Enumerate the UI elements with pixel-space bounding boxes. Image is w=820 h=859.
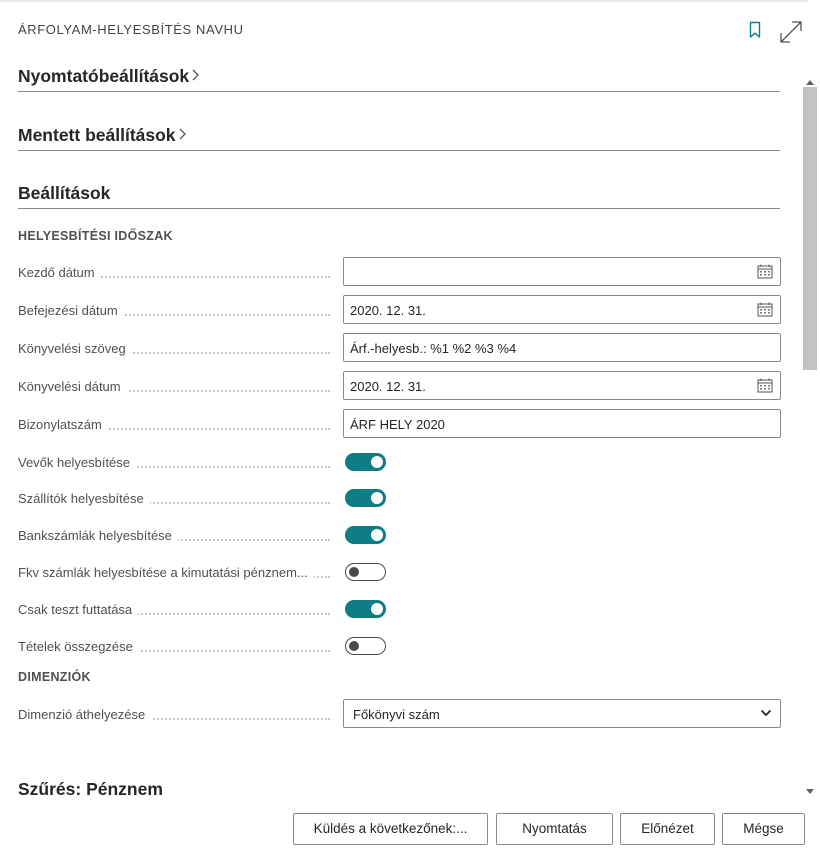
filter-currency-heading[interactable]: Szűrés: Pénznem <box>18 779 163 799</box>
page-title: ÁRFOLYAM-HELYESBÍTÉS NAVHU <box>18 22 244 37</box>
document-no-label: Bizonylatszám <box>18 417 108 432</box>
section-printer-settings[interactable] <box>18 66 780 92</box>
vertical-scrollbar[interactable] <box>800 66 820 799</box>
calendar-icon[interactable] <box>757 264 773 282</box>
toggle-label: Tételek összegzése <box>18 639 139 654</box>
toggle-knob <box>371 529 383 541</box>
toggle-label: Fkv számlák helyesbítése a kimutatási pénznem... <box>18 565 314 580</box>
posting-text-label: Könyvelési szöveg <box>18 341 132 356</box>
adjust-bank-accounts-toggle[interactable] <box>345 526 386 544</box>
end-date-label: Befejezési dátum <box>18 303 124 318</box>
field-start-date <box>18 257 781 287</box>
dimension-select[interactable] <box>343 699 781 728</box>
toggle-label: Vevők helyesbítése <box>18 455 136 470</box>
field-end-date <box>18 295 781 325</box>
toggle-knob <box>349 641 359 651</box>
start-date-label: Kezdő dátum <box>18 265 101 280</box>
section-options <box>18 183 780 209</box>
chevron-right-icon <box>178 127 187 145</box>
toggle-row-vendors <box>18 483 781 513</box>
posting-date-value: 2020. 12. 31. <box>350 379 426 394</box>
document-no-value: ÁRF HELY 2020 <box>350 417 445 432</box>
toggle-label: Csak teszt futtatása <box>18 602 138 617</box>
field-posting-text <box>18 333 781 363</box>
section-options-label: Beállítások <box>18 183 111 203</box>
top-divider <box>0 0 808 2</box>
adjust-gl-accounts-toggle[interactable] <box>345 563 386 581</box>
field-document-no <box>18 409 781 439</box>
posting-text-input[interactable] <box>343 333 781 362</box>
toggle-knob <box>371 492 383 504</box>
end-date-value: 2020. 12. 31. <box>350 303 426 318</box>
toggle-knob <box>349 567 359 577</box>
toggle-label: Szállítók helyesbítése <box>18 491 150 506</box>
toggle-row-customers <box>18 447 781 477</box>
field-dimension-transfer <box>18 699 781 729</box>
posting-text-value: Árf.-helyesb.: %1 %2 %3 %4 <box>350 341 517 356</box>
chevron-down-icon <box>759 707 773 722</box>
section-saved-label: Mentett beállítások <box>18 125 176 145</box>
calendar-icon[interactable] <box>757 302 773 320</box>
group-label-dimensions: DIMENZIÓK <box>18 670 91 684</box>
toggle-knob <box>371 456 383 468</box>
bookmark-icon[interactable] <box>747 20 763 45</box>
dimension-label: Dimenzió áthelyezése <box>18 707 151 722</box>
cancel-button[interactable]: Mégse <box>722 813 805 845</box>
document-no-input[interactable] <box>343 409 781 438</box>
send-to-button[interactable]: Küldés a következőnek:... <box>293 813 488 845</box>
field-posting-date <box>18 371 781 401</box>
adjust-customers-toggle[interactable] <box>345 453 386 471</box>
calendar-icon[interactable] <box>757 378 773 396</box>
adjust-vendors-toggle[interactable] <box>345 489 386 507</box>
print-button[interactable]: Nyomtatás <box>496 813 613 845</box>
section-saved-settings[interactable] <box>18 125 780 151</box>
group-label-period: HELYESBÍTÉSI IDŐSZAK <box>18 229 173 243</box>
scroll-down-icon[interactable] <box>806 782 814 800</box>
chevron-right-icon <box>191 68 200 86</box>
preview-button[interactable]: Előnézet <box>620 813 715 845</box>
dimension-value: Főkönyvi szám <box>353 707 440 722</box>
expand-icon[interactable] <box>779 20 803 49</box>
toggle-row-test-run <box>18 594 781 624</box>
section-printer-label: Nyomtatóbeállítások <box>18 66 190 86</box>
toggle-row-gl-accounts <box>18 557 781 587</box>
toggle-knob <box>371 603 383 615</box>
posting-date-input[interactable] <box>343 371 781 400</box>
test-run-toggle[interactable] <box>345 600 386 618</box>
summarize-entries-toggle[interactable] <box>345 637 386 655</box>
scrollbar-thumb[interactable] <box>803 87 817 370</box>
toggle-label: Bankszámlák helyesbítése <box>18 528 178 543</box>
toggle-row-summarize <box>18 631 781 661</box>
end-date-input[interactable] <box>343 295 781 324</box>
toggle-row-bank-accounts <box>18 520 781 550</box>
posting-date-label: Könyvelési dátum <box>18 379 127 394</box>
start-date-input[interactable] <box>343 257 781 286</box>
